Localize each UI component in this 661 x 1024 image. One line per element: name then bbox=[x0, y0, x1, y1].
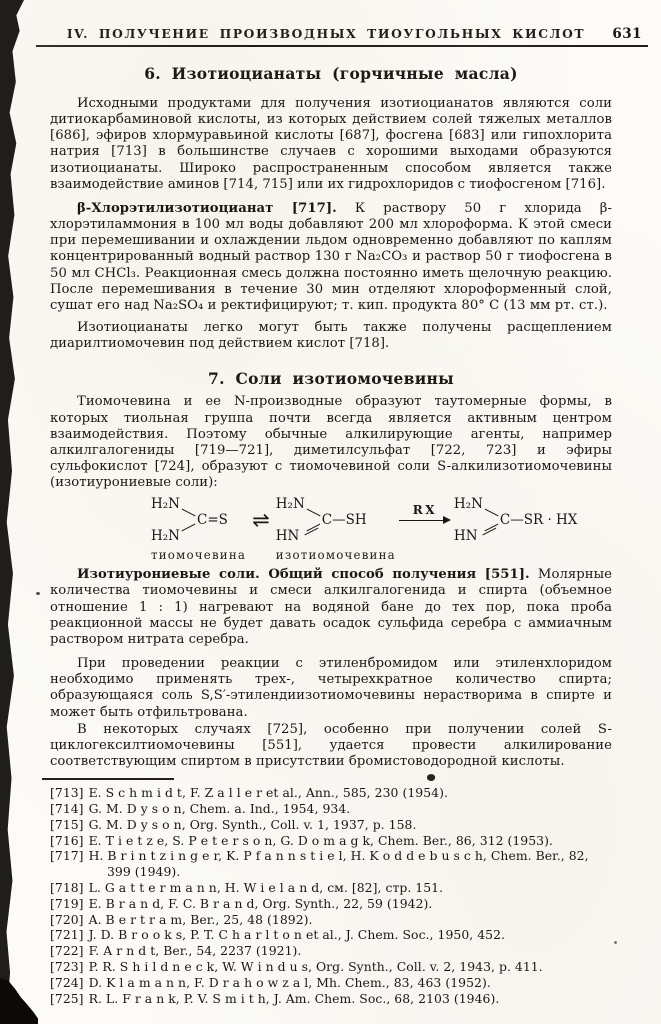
chapter-title: IV. ПОЛУЧЕНИЕ ПРОИЗВОДНЫХ ТИОУГОЛЬНЫХ КИСЛОТ bbox=[66, 26, 586, 41]
reference-text: E. B r a n d, F. C. B r a n d, Org. Synth., 22, 59 (1942). bbox=[88, 895, 433, 911]
reaction-scheme bbox=[50, 497, 612, 562]
reference-text: F. A r n d t, Ber., 54, 2237 (1921). bbox=[88, 943, 302, 959]
equilibrium-arrows: ⇌ bbox=[252, 508, 270, 533]
reference-item bbox=[50, 785, 612, 801]
amine-group: H₂N bbox=[151, 528, 180, 545]
reference-id: [718] bbox=[50, 879, 84, 895]
reference-text: G. M. D y s o n, Chem. a. Ind., 1954, 934. bbox=[88, 800, 351, 816]
reference-item bbox=[50, 943, 612, 959]
paragraph-lead: Изотиурониевые соли. Общий способ получения [551]. bbox=[77, 567, 530, 583]
bond-line bbox=[484, 509, 498, 517]
reference-id: [722] bbox=[50, 943, 84, 959]
reference-id: [716] bbox=[50, 832, 84, 848]
reference-text: E. T i e t z e, S. P e t e r s o n, G. D o m a g k, Chem. Ber., 86, 312 (1953). bbox=[88, 832, 553, 848]
arrow-line bbox=[399, 520, 449, 521]
amine-group: HN bbox=[453, 528, 478, 545]
paragraph-text: Тиомочевина и ее N-производные образуют таутомерные формы, в которых тиольная группа почти всегда является активным центром взаимодействия. Поэтому обычные алкилирующие агенты, например алкилгалогениды [719—721], диметилсульфат [722, 723] и эфиры сульфокислот [724], образуют с тиомочевиной соли S-алкилизотиомочевины (изотиурониевые соли): bbox=[50, 394, 612, 491]
reference-text: L. G a t t e r m a n n, H. W i e l a n d, см. [82], стр. 151. bbox=[88, 879, 444, 895]
reference-item bbox=[50, 959, 612, 975]
ink-speck bbox=[614, 941, 617, 944]
paragraph bbox=[50, 567, 612, 648]
paragraph bbox=[50, 656, 612, 721]
reference-item bbox=[50, 927, 612, 943]
reference-text: J. D. B r o o k s, P. T. C h a r l t o n et al., J. Chem. Soc., 1950, 452. bbox=[88, 927, 506, 943]
reference-text: G. M. D y s o n, Org. Synth., Coll. v. 1, 1937, p. 158. bbox=[88, 816, 417, 832]
reference-id: [725] bbox=[50, 990, 84, 1006]
reference-item bbox=[50, 833, 612, 849]
carbon-group: C—SH bbox=[321, 512, 367, 529]
paragraph bbox=[50, 722, 612, 770]
section-7-heading: 7. Соли изотиомочевины bbox=[208, 369, 454, 389]
structure-product bbox=[454, 497, 586, 543]
reference-text: R. L. F r a n k, P. V. S m i t h, J. Am. Chem. Soc., 68, 2103 (1946). bbox=[88, 990, 500, 1006]
ink-speck bbox=[36, 592, 40, 595]
structure-isothiourea bbox=[276, 497, 396, 562]
paragraph bbox=[50, 320, 612, 352]
reference-text: H. B r i n t z i n g e r, K. P f a n n s t i e l, H. K o d d e b u s c h, Chem. Ber., 82, 399 (1949). bbox=[88, 848, 589, 880]
paragraph-text: В некоторых случаях [725], особенно при получении солей S-циклогексилтиомочевины [551], удается провести алкилирование соответствующим спиртом в присутствии бромистоводородной кислоты. bbox=[50, 721, 612, 769]
bond-line bbox=[182, 524, 196, 532]
reference-text: A. B e r t r a m, Ber., 25, 48 (1892). bbox=[88, 911, 313, 927]
amine-group: H₂N bbox=[453, 496, 483, 513]
reference-item bbox=[50, 880, 612, 896]
reference-id: [713] bbox=[50, 785, 84, 801]
paragraph-text: При проведении реакции с этиленбромидом или этиленхлоридом необходимо применять трех-, четырехкратное количество спирта; образующаяся соль S,S′-этилендиизотиомочевины нерастворима в спирте и может быть отфильтрована. bbox=[50, 656, 612, 720]
reference-id: [715] bbox=[50, 816, 84, 832]
paragraph-text: Молярные количества тиомочевины и смеси алкилгалогенида и спирта (объемное отношение 1 : 1) нагревают на водяной бане до тех пор, пока проба реакционной массы не будет давать осадок сульфида серебра с аммиачным раствором нитрата серебра. bbox=[50, 567, 612, 647]
reference-text: P. R. S h i l d n e c k, W. W i n d u s, Org. Synth., Coll. v. 2, 1943, p. 411. bbox=[88, 958, 543, 974]
paragraph-text: Изотиоцианаты легко могут быть также получены расщеплением диарилтиомочевин под действием кислот [718]. bbox=[50, 320, 612, 352]
reference-id: [720] bbox=[50, 911, 84, 927]
reference-item bbox=[50, 975, 612, 991]
structure-label: тиомочевина bbox=[151, 548, 247, 563]
reference-id: [724] bbox=[50, 974, 84, 990]
amine-group: H₂N bbox=[151, 496, 180, 513]
carbon-group: C—SR · HX bbox=[499, 512, 578, 529]
reference-id: [714] bbox=[50, 800, 84, 816]
reagent-label: RX bbox=[412, 503, 438, 518]
reference-item bbox=[50, 912, 612, 928]
page-content bbox=[50, 60, 612, 1006]
scan-corner-artifact bbox=[0, 978, 38, 1024]
paragraph-lead: β-Хлорэтилизотиоцианат [717]. bbox=[77, 200, 337, 216]
structure-thiourea bbox=[151, 497, 246, 562]
page-number: 631 bbox=[612, 26, 642, 42]
reaction-arrow bbox=[399, 497, 451, 543]
bond-line bbox=[182, 509, 196, 517]
section-6-heading: 6. Изотиоцианаты (горчичные масла) bbox=[144, 64, 518, 83]
carbon-group: C=S bbox=[197, 512, 228, 529]
footnote-rule bbox=[42, 778, 174, 780]
paragraph bbox=[50, 201, 612, 314]
reference-item bbox=[50, 991, 612, 1007]
reference-id: [721] bbox=[50, 927, 84, 943]
reference-item bbox=[50, 896, 612, 912]
paragraph bbox=[50, 96, 612, 193]
header-rule bbox=[36, 45, 648, 47]
amine-group: HN bbox=[275, 528, 300, 545]
reference-id: [719] bbox=[50, 895, 84, 911]
scan-edge-artifact bbox=[0, 0, 24, 1024]
bond-line bbox=[306, 509, 320, 517]
paragraph-text: Исходными продуктами для получения изотиоцианатов являются соли дитиокарбаминовой кислоты, из которых действием солей тяжелых металлов [686], эфиров хлормуравьиной кислоты [687], фосгена [683] или гипохлорита натрия [713] в большинстве случаев с хорошими выходами образуются изотиоцианаты. Широко распространенным способом является также взаимодействие аминов [714, 715] или их гидрохлоридов с тиофосгеном [716]. bbox=[50, 96, 612, 192]
reference-item bbox=[50, 848, 612, 880]
references-list bbox=[50, 785, 612, 1006]
reference-id: [717] bbox=[50, 848, 84, 864]
amine-group: H₂N bbox=[275, 496, 305, 513]
reference-item bbox=[50, 817, 612, 833]
reference-text: E. S c h m i d t, F. Z a l l e r et al., Ann., 585, 230 (1954). bbox=[88, 785, 448, 801]
reference-text: D. K l a m a n n, F. D r a h o w z a l, Mh. Chem., 83, 463 (1952). bbox=[88, 974, 491, 990]
running-head bbox=[50, 26, 642, 42]
reference-id: [723] bbox=[50, 958, 84, 974]
paragraph-text: К раствору 50 г хлорида β-хлорэтиламмония в 100 мл воды добавляют 200 мл хлороформа. К этой смеси при перемешивании и охлаждении льдом одновременно добавляют по каплям концентрированный водный раствор 130 г Na₂CO₃ и раствор 50 г тиофосгена в 50 мл CHCl₃. Реакционная смесь должна постоянно иметь щелочную реакцию. После перемешивания в течение 30 мин отделяют хлороформенный слой, сушат его над Na₂SO₄ и ректифицируют; т. кип. продукта 80° C (13 мм рт. ст.). bbox=[50, 200, 612, 313]
reference-item bbox=[50, 801, 612, 817]
paragraph bbox=[50, 394, 612, 491]
structure-label: изотиомочевина bbox=[275, 548, 396, 563]
